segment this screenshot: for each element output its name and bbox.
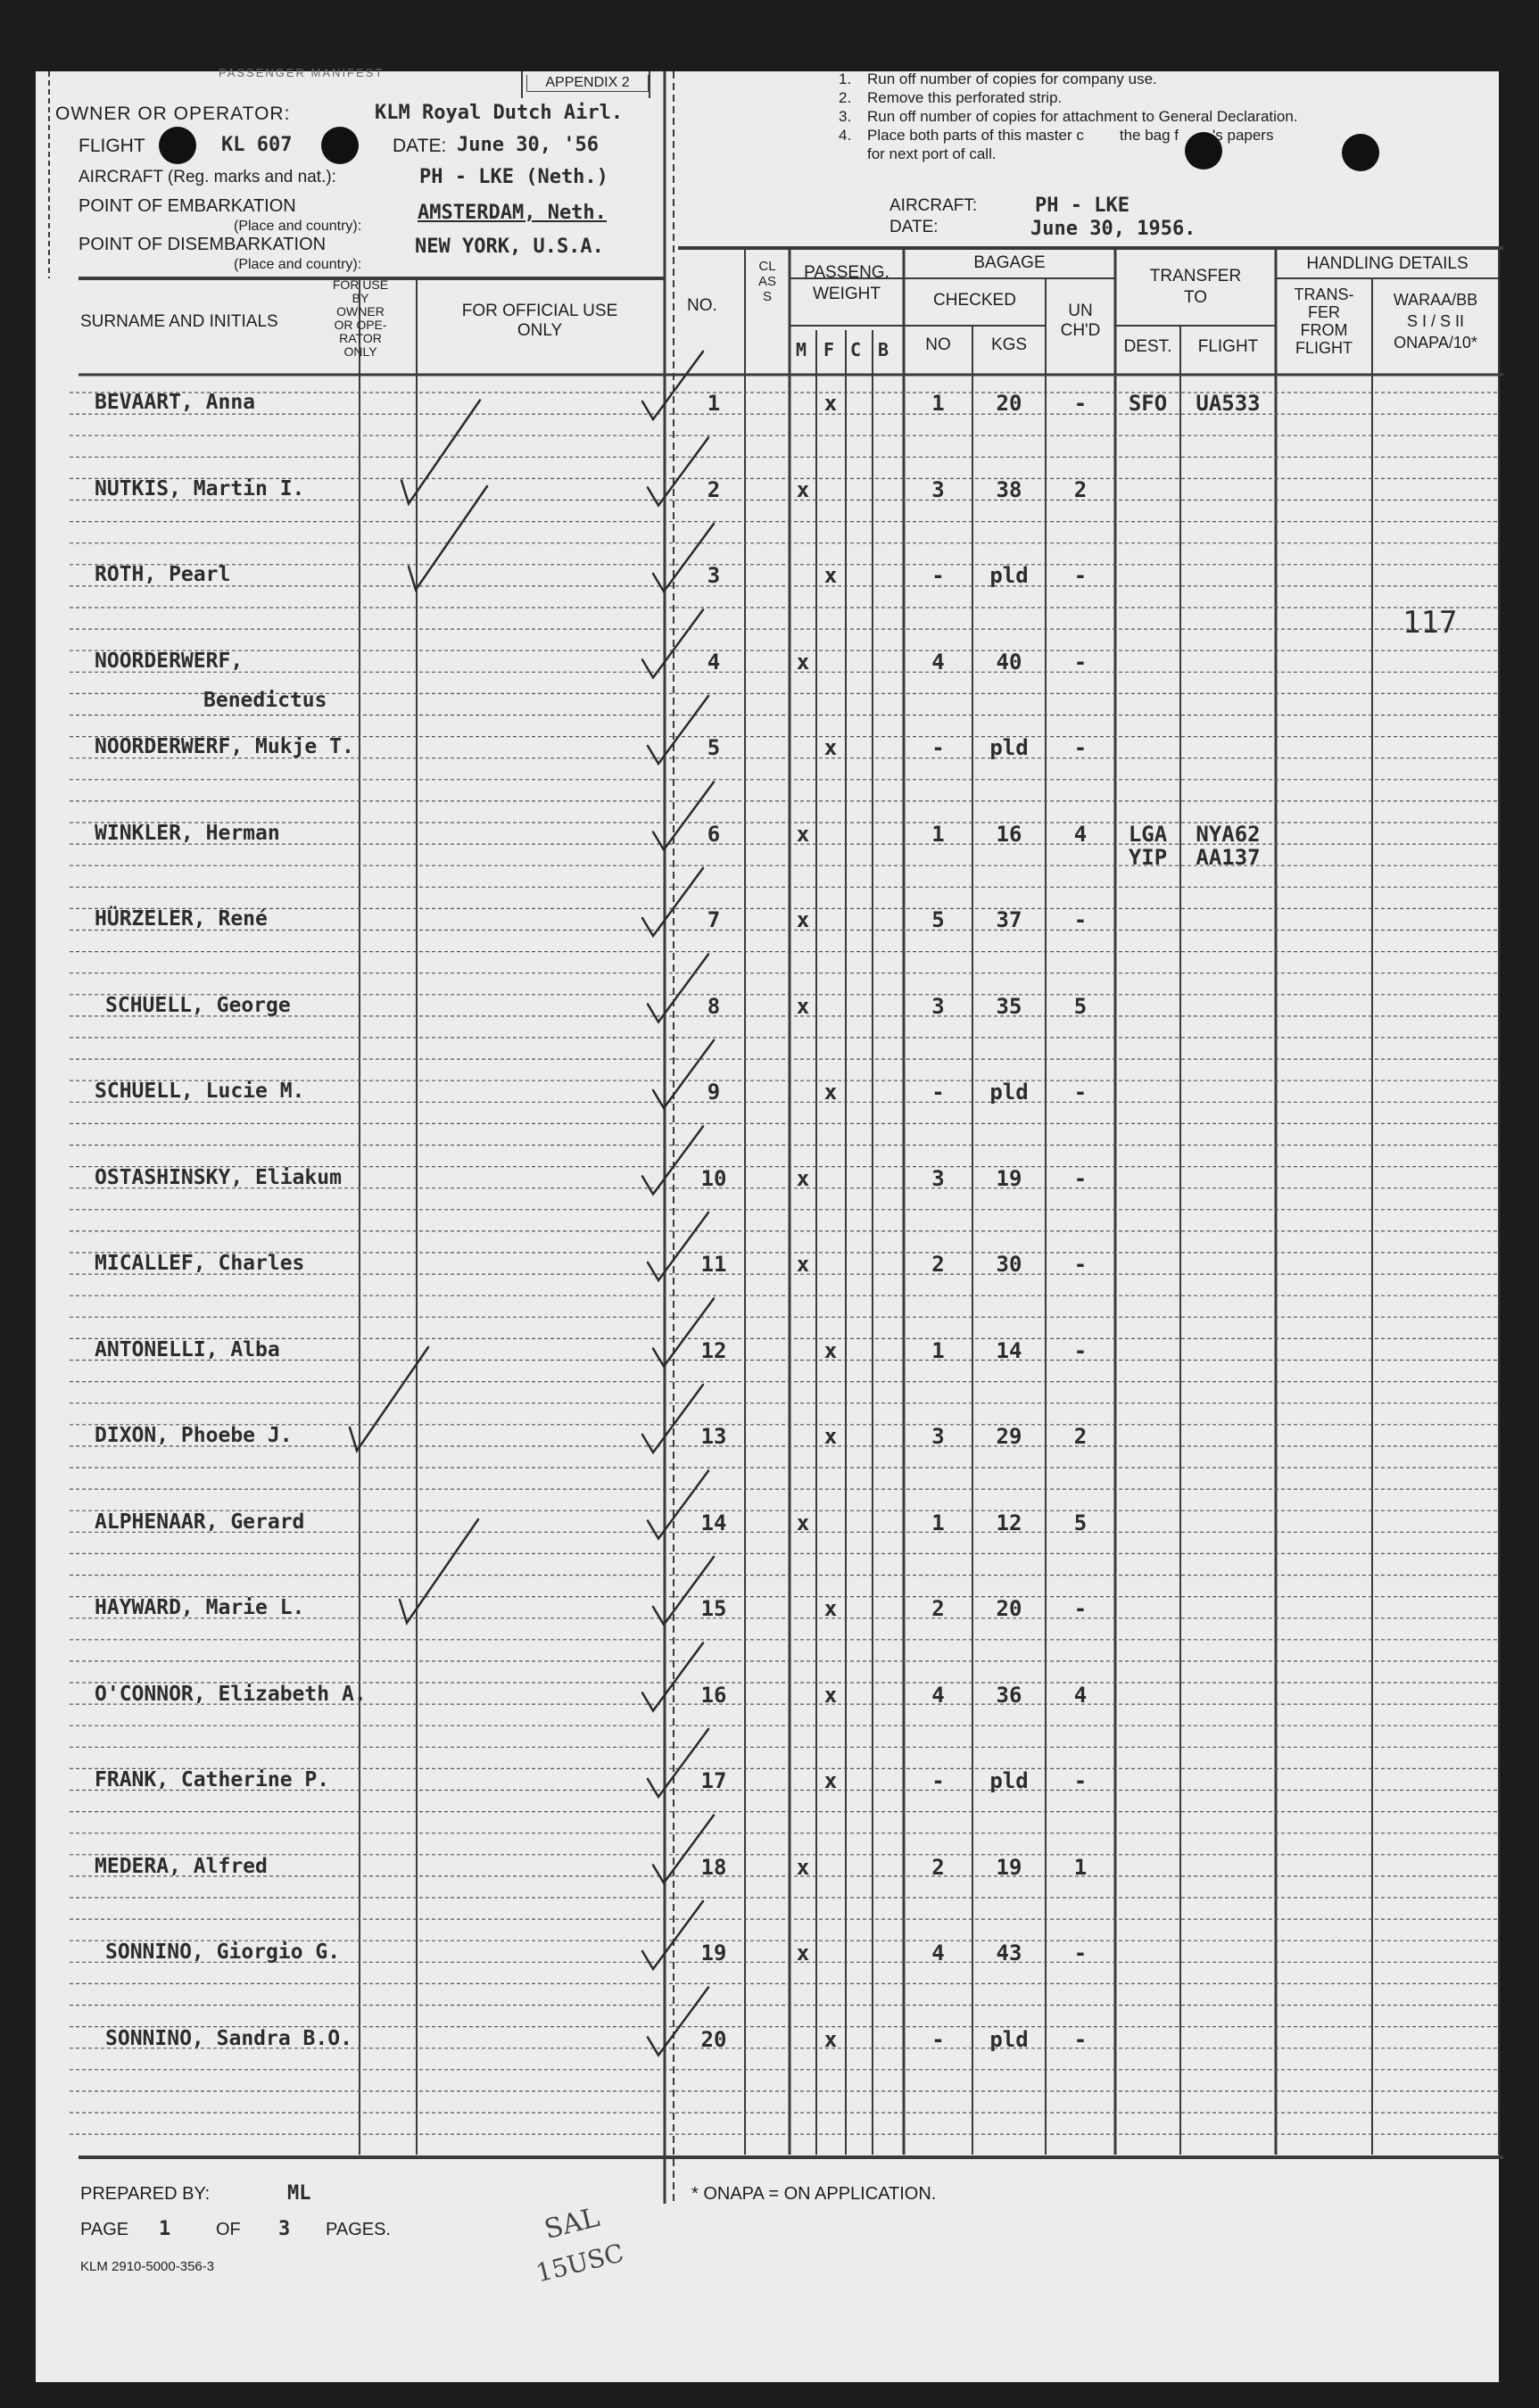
row-bag-kgs: 43 [996,1940,1022,1965]
row-no: 14 [700,1510,727,1535]
row-bag-kgs: 35 [996,993,1022,1019]
row-unchd: 2 [1073,1424,1088,1449]
passenger-name: O'CONNOR, Elizabeth A. [95,1682,367,1706]
row-bag-no: - [931,1080,945,1105]
passenger-name: SCHUELL, Lucie M. [95,1080,305,1103]
disembark-label: POINT OF DISEMBARKATION [79,235,327,254]
passenger-name: ALPHENAAR, Gerard [95,1510,305,1534]
row-unchd: - [1073,1337,1088,1363]
row-bag-kgs: 20 [996,1596,1022,1621]
flight-label: FLIGHT [79,136,145,156]
row-flight-2: AA137 [1196,844,1261,870]
pages-label: PAGES. [326,2220,391,2239]
row-unchd: - [1073,1596,1088,1621]
row-no: 9 [707,1080,721,1105]
row-bag-kgs: 37 [996,907,1022,932]
disembark-value: NEW YORK, U.S.A. [415,236,604,258]
right-aircraft-label: AIRCRAFT: [889,196,978,215]
row-bag-no: 5 [931,907,945,932]
instructions [839,70,1298,163]
instruction-5: for next port of call. [867,145,997,162]
row-bag-kgs: 14 [996,1337,1022,1363]
row-weight-m: x [796,907,810,932]
owner-check-mark [400,1519,478,1623]
row-weight-f: x [823,1596,838,1621]
passenger-name: WINKLER, Herman [95,821,280,845]
row-unchd: - [1073,391,1088,416]
row-weight-f: x [823,2026,838,2052]
row-unchd: - [1073,649,1088,674]
row-bag-kgs: 19 [996,1854,1022,1880]
row-bag-kgs: 29 [996,1424,1022,1449]
row-weight-m: x [796,1510,810,1535]
row-no: 6 [707,821,721,847]
handwritten-note-2: 15USC [533,2238,627,2288]
passenger-name: ROTH, Pearl [95,563,231,586]
instruction-1: 1. Run off number of copies for company use. [839,70,1157,87]
row-weight-m: x [796,1854,810,1880]
passenger-name: ANTONELLI, Alba [95,1337,280,1361]
row-unchd: 1 [1073,1854,1088,1880]
row-weight-f: x [823,391,838,416]
row-bag-kgs: pld [989,735,1029,760]
row-bag-no: 2 [931,1854,945,1880]
prepared-label: PREPARED BY: [80,2184,211,2204]
right-date-label: DATE: [889,218,939,236]
aircraft-label: AIRCRAFT (Reg. marks and nat.): [79,168,336,186]
row-bag-no: 2 [931,1252,945,1277]
col-flight: FLIGHT [1197,337,1259,356]
onapa-note: * ONAPA = ON APPLICATION. [691,2184,937,2204]
aircraft-value: PH - LKE (Neth.) [419,166,608,188]
row-weight-m: x [796,1252,810,1277]
passenger-name: SONNINO, Giorgio G. [105,1940,341,1964]
row-weight-m: x [796,1165,810,1191]
row-bag-kgs: 36 [996,1682,1022,1708]
instruction-4: 4. Place both parts of this master c the bag f 's papers [839,127,1274,144]
row-no: 19 [700,1940,727,1965]
passenger-name: HÜRZELER, René [95,907,268,931]
row-bag-no: 1 [931,821,945,847]
row-bag-no: 1 [931,1510,945,1535]
owner-check-mark [409,486,487,590]
col-weight-c: C [850,339,862,360]
row-no: 12 [700,1337,727,1363]
form-heading: PASSENGER MANIFEST [219,66,385,79]
row-no: 3 [707,563,721,588]
row-flight: UA533 [1196,391,1261,416]
row-unchd: 2 [1073,476,1088,502]
col-unchd: UN CH'D [1060,302,1101,340]
row-weight-f: x [823,1080,838,1105]
row-dest-2: YIP [1128,844,1168,870]
col-no: NO. [687,296,717,315]
row-bag-no: 3 [931,1424,945,1449]
col-weight-b: B [878,339,889,360]
row-unchd: 5 [1073,993,1088,1019]
right-aircraft-value: PH - LKE [1035,194,1129,217]
row-unchd: 4 [1073,1682,1088,1708]
row-no: 17 [700,1768,727,1793]
passenger-name: FRANK, Catherine P. [95,1768,330,1792]
row-bag-kgs: 12 [996,1510,1022,1535]
row-bag-no: 3 [931,993,945,1019]
row-unchd: - [1073,1252,1088,1277]
instruction-3: 3. Run off number of copies for attachment to General Declaration. [839,108,1298,125]
col-weight-f: F [823,339,835,360]
row-no: 5 [707,735,721,760]
col-transfer: TRANSFER TO [1149,267,1242,307]
passenger-name: OSTASHINSKY, Eliakum [95,1165,342,1189]
side-number: 117 [1402,605,1458,641]
row-no: 13 [700,1424,727,1449]
row-weight-f: x [823,735,838,760]
row-bag-no: 3 [931,476,945,502]
row-unchd: - [1073,1165,1088,1191]
row-no: 20 [700,2026,727,2052]
flight-value: KL 607 [221,134,293,156]
row-bag-kgs: pld [989,2026,1029,2052]
passenger-name: MEDERA, Alfred [95,1854,268,1878]
row-no: 2 [707,476,721,502]
row-unchd: - [1073,2026,1088,2052]
row-weight-f: x [823,1768,838,1793]
row-bag-kgs: 38 [996,476,1022,502]
passenger-name: SCHUELL, George [105,993,291,1017]
disembark-sub: (Place and country): [234,257,362,272]
row-no: 10 [700,1165,727,1191]
row-weight-m: x [796,821,810,847]
row-weight-m: x [796,1940,810,1965]
row-no: 11 [700,1252,727,1277]
row-bag-no: 3 [931,1165,945,1191]
row-bag-kgs: 40 [996,649,1022,674]
row-bag-kgs: pld [989,563,1029,588]
row-bag-no: 1 [931,391,945,416]
right-date-value: June 30, 1956. [1030,218,1196,240]
row-bag-no: 2 [931,1596,945,1621]
col-owner-use: FOR USE BY OWNER OR OPE- RATOR ONLY [332,277,389,359]
row-unchd: 5 [1073,1510,1088,1535]
col-baggage: BAGAGE [973,253,1046,272]
owner-check-mark [401,401,480,504]
owner-label: OWNER OR OPERATOR: [55,103,291,124]
row-weight-f: x [823,1424,838,1449]
row-bag-no: - [931,563,945,588]
row-bag-no: - [931,2026,945,2052]
embark-sub: (Place and country): [234,219,362,234]
row-unchd: - [1073,1768,1088,1793]
row-unchd: - [1073,907,1088,932]
row-bag-no: 4 [931,649,945,674]
passenger-name: SONNINO, Sandra B.O. [105,2026,352,2050]
row-bag-no: 4 [931,1940,945,1965]
row-unchd: - [1073,1080,1088,1105]
row-no: 8 [707,993,721,1019]
date-label: DATE: [393,136,447,156]
passenger-name: NUTKIS, Martin I. [95,476,305,501]
row-bag-no: 1 [931,1337,945,1363]
row-no: 18 [700,1854,727,1880]
col-transfer-from: TRANS- FER FROM FLIGHT [1294,285,1354,357]
row-bag-kgs: 16 [996,821,1022,847]
embark-label: POINT OF EMBARKATION [79,196,296,216]
page-label: PAGE [80,2220,129,2239]
col-handling: HANDLING DETAILS [1306,254,1469,273]
row-bag-kgs: 30 [996,1252,1022,1277]
col-official-use: FOR OFFICIAL USE ONLY [461,302,618,340]
row-bag-kgs: 19 [996,1165,1022,1191]
row-flight: NYA62 [1196,821,1261,847]
row-bag-no: 4 [931,1682,945,1708]
row-unchd: - [1073,1940,1088,1965]
col-bag-kgs: KGS [990,335,1028,354]
passenger-name: NOORDERWERF, Mukje T. [95,735,354,758]
row-bag-kgs: pld [989,1080,1029,1105]
row-no: 4 [707,649,721,674]
prepared-value: ML [287,2182,311,2205]
row-bag-no: - [931,1768,945,1793]
passenger-name: DIXON, Phoebe J. [95,1424,293,1447]
row-weight-m: x [796,476,810,502]
row-weight-f: x [823,1337,838,1363]
row-bag-kgs: 20 [996,391,1022,416]
row-bag-kgs: pld [989,1768,1029,1793]
embark-value: AMSTERDAM, Neth. [418,202,607,224]
row-weight-m: x [796,649,810,674]
passenger-name: HAYWARD, Marie L. [95,1596,305,1619]
appendix-label: APPENDIX 2 [526,75,649,92]
row-dest: LGA [1128,821,1168,847]
col-waraa: WARAA/BB S I / S II ONAPA/10* [1393,291,1478,352]
passenger-name-cont: Benedictus [203,688,327,712]
handwritten-note-1: SAL [541,2202,603,2246]
passenger-name: BEVAART, Anna [95,391,256,414]
row-weight-f: x [823,563,838,588]
row-no: 7 [707,907,721,932]
row-weight-f: x [823,1682,838,1708]
owner-value: KLM Royal Dutch Airl. [375,102,624,124]
instruction-2: 2. Remove this perforated strip. [839,89,1063,106]
row-unchd: - [1073,563,1088,588]
col-weight: PASSENG. WEIGHT [804,263,889,303]
row-dest: SFO [1128,391,1168,416]
form-code: KLM 2910-5000-356-3 [80,2259,215,2274]
row-unchd: 4 [1073,821,1088,847]
row-unchd: - [1073,735,1088,760]
row-no: 15 [700,1596,727,1621]
passenger-name: NOORDERWERF, [95,649,244,673]
row-no: 16 [700,1682,727,1708]
passenger-name: MICALLEF, Charles [95,1252,305,1275]
col-bag-no: NO [925,335,951,354]
col-surname: SURNAME AND INITIALS [80,312,278,331]
col-class: CLASS [758,259,777,304]
col-dest: DEST. [1123,337,1172,356]
col-checked: CHECKED [933,291,1016,310]
row-no: 1 [707,391,721,416]
page-value: 1 [159,2218,171,2240]
row-bag-no: - [931,735,945,760]
of-value: 3 [278,2218,291,2240]
date-value: June 30, '56 [457,134,599,156]
row-weight-m: x [796,993,810,1019]
col-weight-m: M [796,339,807,360]
of-label: OF [216,2220,241,2239]
